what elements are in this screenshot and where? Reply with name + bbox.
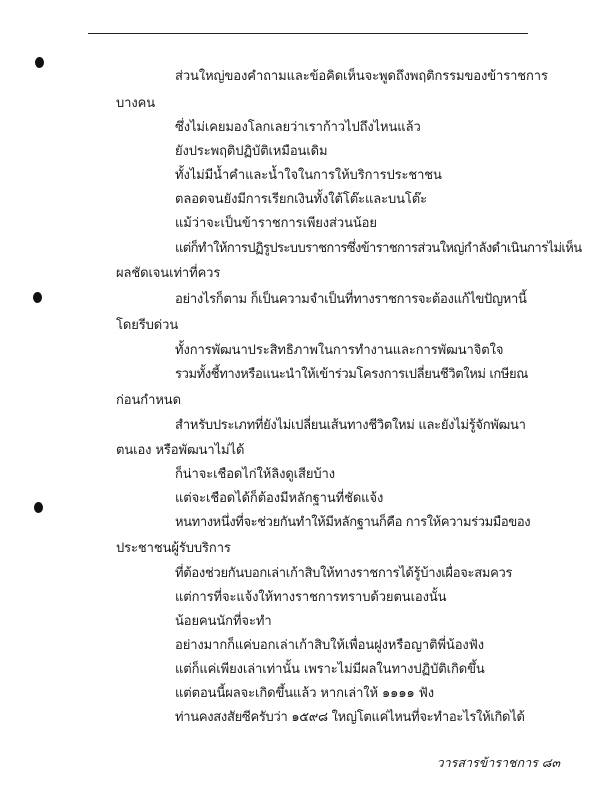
body-line: หนทางหนึ่งที่จะช่วยกันทำให้มีหลักฐานก็คือ การให้ความร่วมมือของ	[175, 515, 531, 530]
body-line: ประชาชนผู้รับบริการ	[116, 541, 231, 556]
body-line: ที่ต้องช่วยกันบอกเล่าเก้าสิบให้ทางราชการได้รู้บ้างเผื่อจะสมควร	[175, 566, 513, 581]
body-line: ยังประพฤติปฏิบัติเหมือนเดิม	[175, 144, 328, 159]
body-line: ส่วนใหญ่ของคำถามและข้อคิดเห็นจะพูดถึงพฤติกรรมของข้าราชการ	[175, 69, 548, 84]
body-line: ก็น่าจะเชือดไก่ให้ลิงดูเสียบ้าง	[175, 467, 335, 482]
body-line: ก่อนกำหนด	[116, 393, 181, 408]
header-rule	[88, 33, 528, 34]
body-line: โดยรีบด่วน	[116, 318, 179, 333]
body-line: ทั้งไม่มีน้ำคำและน้ำใจในการให้บริการประชาชน	[175, 168, 442, 183]
body-line: อย่างไรก็ตาม ก็เป็นความจำเป็นที่ทางราชการจะต้องแก้ไขปัญหานี้	[175, 292, 527, 307]
body-line: ทั้งการพัฒนาประสิทธิภาพในการทำงานและการพัฒนาจิตใจ	[175, 343, 504, 358]
page-footer: วารสารข้าราชการ ๘๓	[436, 755, 560, 770]
body-line: แม้ว่าจะเป็นข้าราชการเพียงส่วนน้อย	[175, 216, 377, 231]
body-line: รวมทั้งชี้ทางหรือแนะนำให้เข้าร่วมโครงการเปลี่ยนชีวิตใหม่ เกษียณ	[175, 367, 528, 382]
body-line: แต่การที่จะแจ้งให้ทางราชการทราบด้วยตนเองนั้น	[175, 590, 447, 605]
punch-hole-top	[35, 57, 44, 68]
body-line: แต่ก็แค่เพียงเล่าเท่านั้น เพราะไม่มีผลในทางปฏิบัติเกิดขึ้น	[175, 662, 485, 677]
body-line: ท่านคงสงสัยซีครับว่า ๑๕๙๘ ใหญ่โตแค่ไหนที่จะทำอะไรให้เกิดได้	[175, 710, 525, 725]
body-line: สำหรับประเภทที่ยังไม่เปลี่ยนเส้นทางชีวิตใหม่ และยังไม่รู้จักพัฒนา	[175, 418, 526, 433]
punch-hole-middle	[33, 292, 42, 303]
body-line: แต่ก็ทำให้การปฏิรูประบบราชการซึ่งข้าราชการส่วนใหญ่กำลังดำเนินการไม่เห็น	[175, 241, 582, 256]
body-line: ตนเอง หรือพัฒนาไม่ได้	[116, 443, 245, 458]
body-line: ซึ่งไม่เคยมองโลกเลยว่าเราก้าวไปถึงไหนแล้ว	[175, 120, 421, 135]
body-line: แต่จะเชือดได้ก็ต้องมีหลักฐานที่ชัดแจ้ง	[175, 491, 384, 506]
punch-hole-bottom	[34, 502, 43, 513]
body-line: ผลชัดเจนเท่าที่ควร	[116, 266, 221, 281]
body-line: น้อยคนนักที่จะทำ	[175, 614, 272, 629]
body-line: ตลอดจนยังมีการเรียกเงินทั้งใต้โต๊ะและบนโต๊ะ	[175, 192, 428, 207]
body-line: อย่างมากก็แค่บอกเล่าเก้าสิบให้เพื่อนฝูงหรือญาติพี่น้องฟัง	[175, 638, 485, 653]
body-line: บางคน	[116, 96, 155, 111]
body-line: แต่ตอนนี้ผลจะเกิดขึ้นแล้ว หากเล่าให้ ๑๑๑๑ ฟัง	[175, 686, 435, 701]
